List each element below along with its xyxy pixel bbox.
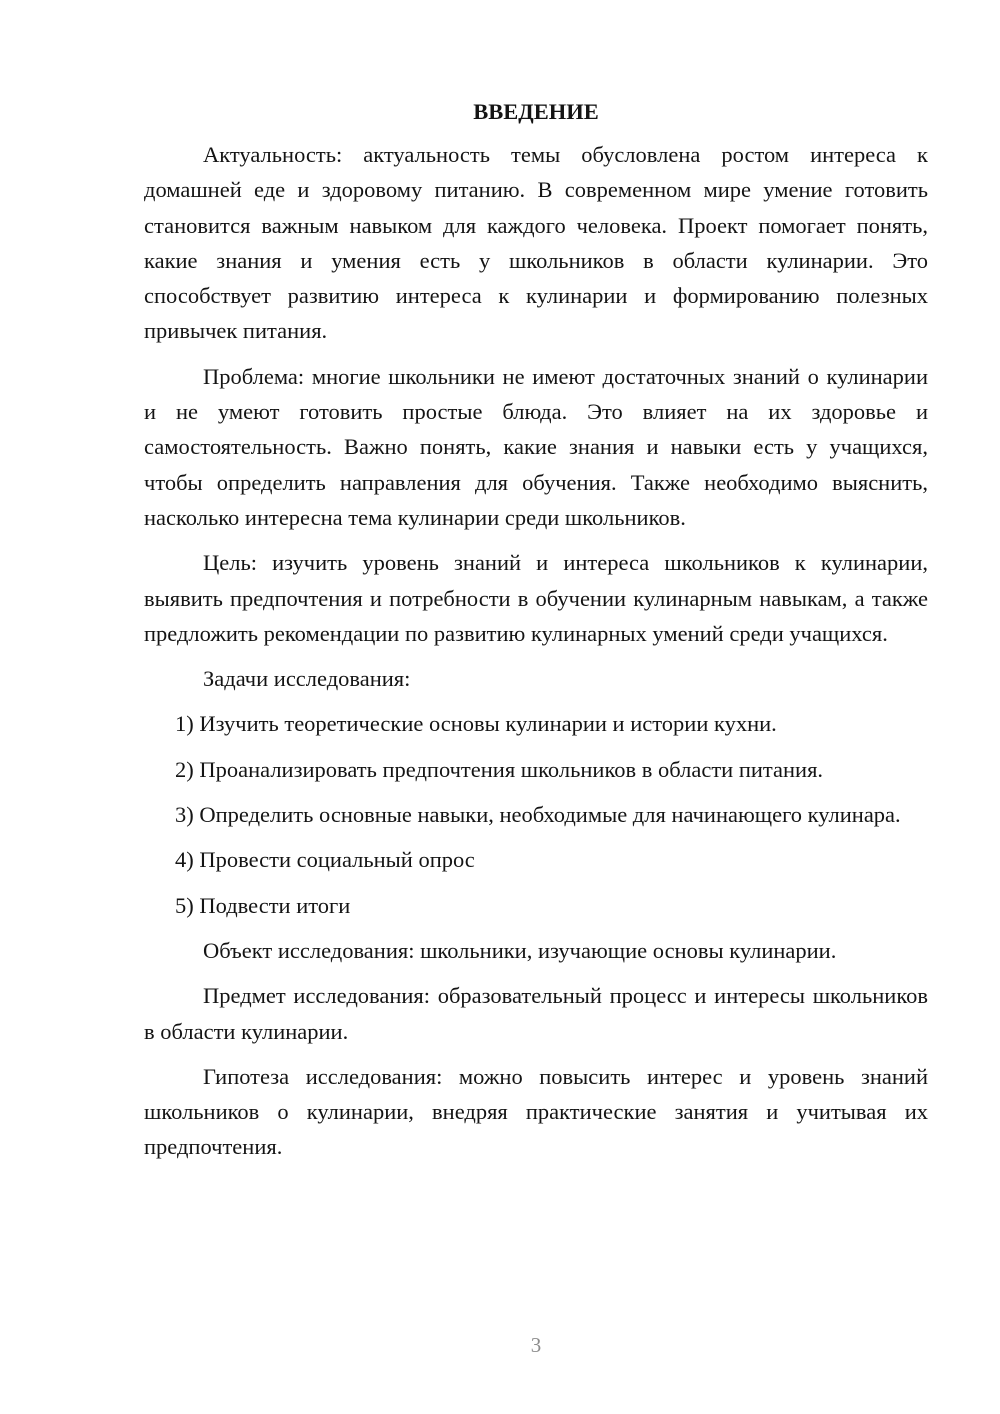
task-item-2: 2) Проанализировать предпочтения школьников в области питания. — [175, 756, 824, 782]
paragraph-hypothesis: Гипотеза исследования: можно повысить интерес и уровень знаний школьников о кулинарии, внедряя практические занятия и учитывая их предпочтения. — [144, 1063, 928, 1160]
paragraph-object: Объект исследования: школьники, изучающие основы кулинарии. — [203, 937, 837, 963]
task-item-5: 5) Подвести итоги — [175, 892, 351, 918]
paragraph-subject: Предмет исследования: образовательный процесс и интересы школьников в области кулинарии. — [144, 983, 928, 1044]
task-item-1: 1) Изучить теоретические основы кулинарии и истории кухни. — [175, 711, 777, 737]
task-item-4: 4) Провести социальный опрос — [175, 847, 475, 873]
paragraph-problem: Проблема: многие школьники не имеют достаточных знаний о кулинарии и не умеют готовить простые блюда. Это влияет на их здоровье и самостоятельность. Важно понять, какие знания и навыки есть у учащихся, чтобы определить направления для обучения. Также необходимо выяснить, насколько интересна тема кулинарии среди школьников. — [144, 363, 928, 530]
page-number: 3 — [530, 1333, 542, 1357]
paragraph-goal: Цель: изучить уровень знаний и интереса школьников к кулинарии, выявить предпочтения и потребности в обучении кулинарным навыкам, а также предложить рекомендации по развитию кулинарных умений среди учащихся. — [144, 550, 928, 646]
paragraph-relevance: Актуальность: актуальность темы обусловлена ростом интереса к домашней еде и здоровому питанию. В современном мире умение готовить становится важным навыком для каждого человека. Проект помогает понять, какие знания и умения есть у школьников в области кулинарии. Это способствует развитию интереса к кулинарии и формированию полезных привычек питания. — [144, 142, 928, 344]
task-item-3: 3) Определить основные навыки, необходимые для начинающего кулинара. — [175, 802, 901, 828]
section-title: ВВЕДЕНИЕ — [473, 99, 599, 124]
page-content — [144, 94, 928, 1175]
tasks-heading: Задачи исследования: — [203, 666, 411, 692]
